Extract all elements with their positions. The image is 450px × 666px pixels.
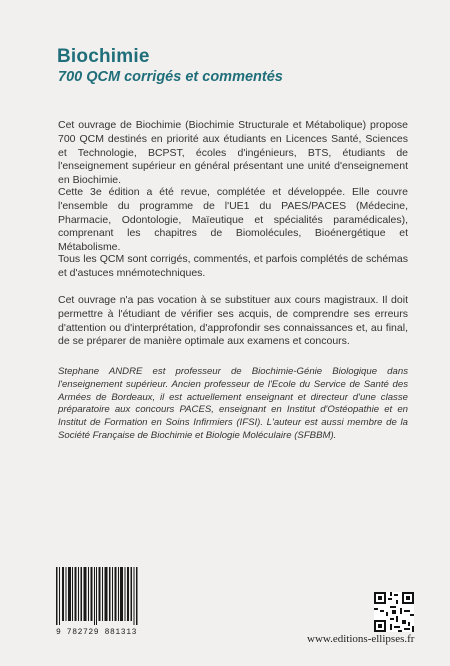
barcode-number: 9 782729 881313	[56, 628, 138, 637]
paragraph-edition: Cette 3e édition a été revue, complétée et développée. Elle couvre l'ensemble du programme de l'UE1 du PAES/PACES (Médecine, Pharmacie, Odontologie, Maïeutique et spécialités paramédicales), comprenant les chapitres de Biomolécules, Bioénergétique et Métabolisme.	[58, 186, 408, 254]
book-subtitle: 700 QCM corrigés et commentés	[58, 69, 283, 85]
barcode-icon	[56, 567, 138, 637]
book-title: Biochimie	[57, 46, 150, 67]
paragraph-purpose: Cet ouvrage n'a pas vocation à se substituer aux cours magistraux. Il doit permettre à l'étudiant de vérifier ses acquis, de comprendre ses erreurs d'attention ou d'interprétation, d'approfondir ses connaissances et, au final, de se préparer de manière optimale aux examens et concours.	[58, 294, 408, 348]
header	[0, 0, 450, 96]
qr-pattern	[374, 592, 414, 632]
barcode-bars	[56, 567, 138, 625]
qr-code-icon	[374, 592, 414, 632]
author-bio: Stephane ANDRE est professeur de Biochimie-Génie Biologique dans l'enseignement supérieur. Ancien professeur de l'Ecole du Service de Santé des Armées de Bordeaux, il est actuellement enseignant et directeur d'une classe préparatoire aux concours PACES, enseignant en Institut d'Ostéopathie et en Institut de Formation en Soins Infirmiers (IFSI). L'auteur est aussi membre de la Société Française de Biochimie et Biologie Moléculaire (SFBBM).	[58, 366, 408, 441]
publisher-website: www.editions-ellipses.fr	[307, 633, 415, 645]
paragraph-intro: Cet ouvrage de Biochimie (Biochimie Structurale et Métabolique) propose 700 QCM destinés en priorité aux étudiants en Licences Santé, Sciences et Technologie, BCPST, écoles d'ingénieurs, BTS, étudiants de l'enseignement supérieur en général présentant une unité d'enseignement en Biochimie.	[58, 119, 408, 187]
paragraph-corrections: Tous les QCM sont corrigés, commentés, et parfois complétés de schémas et d'astuces mnémotechniques.	[58, 253, 408, 279]
